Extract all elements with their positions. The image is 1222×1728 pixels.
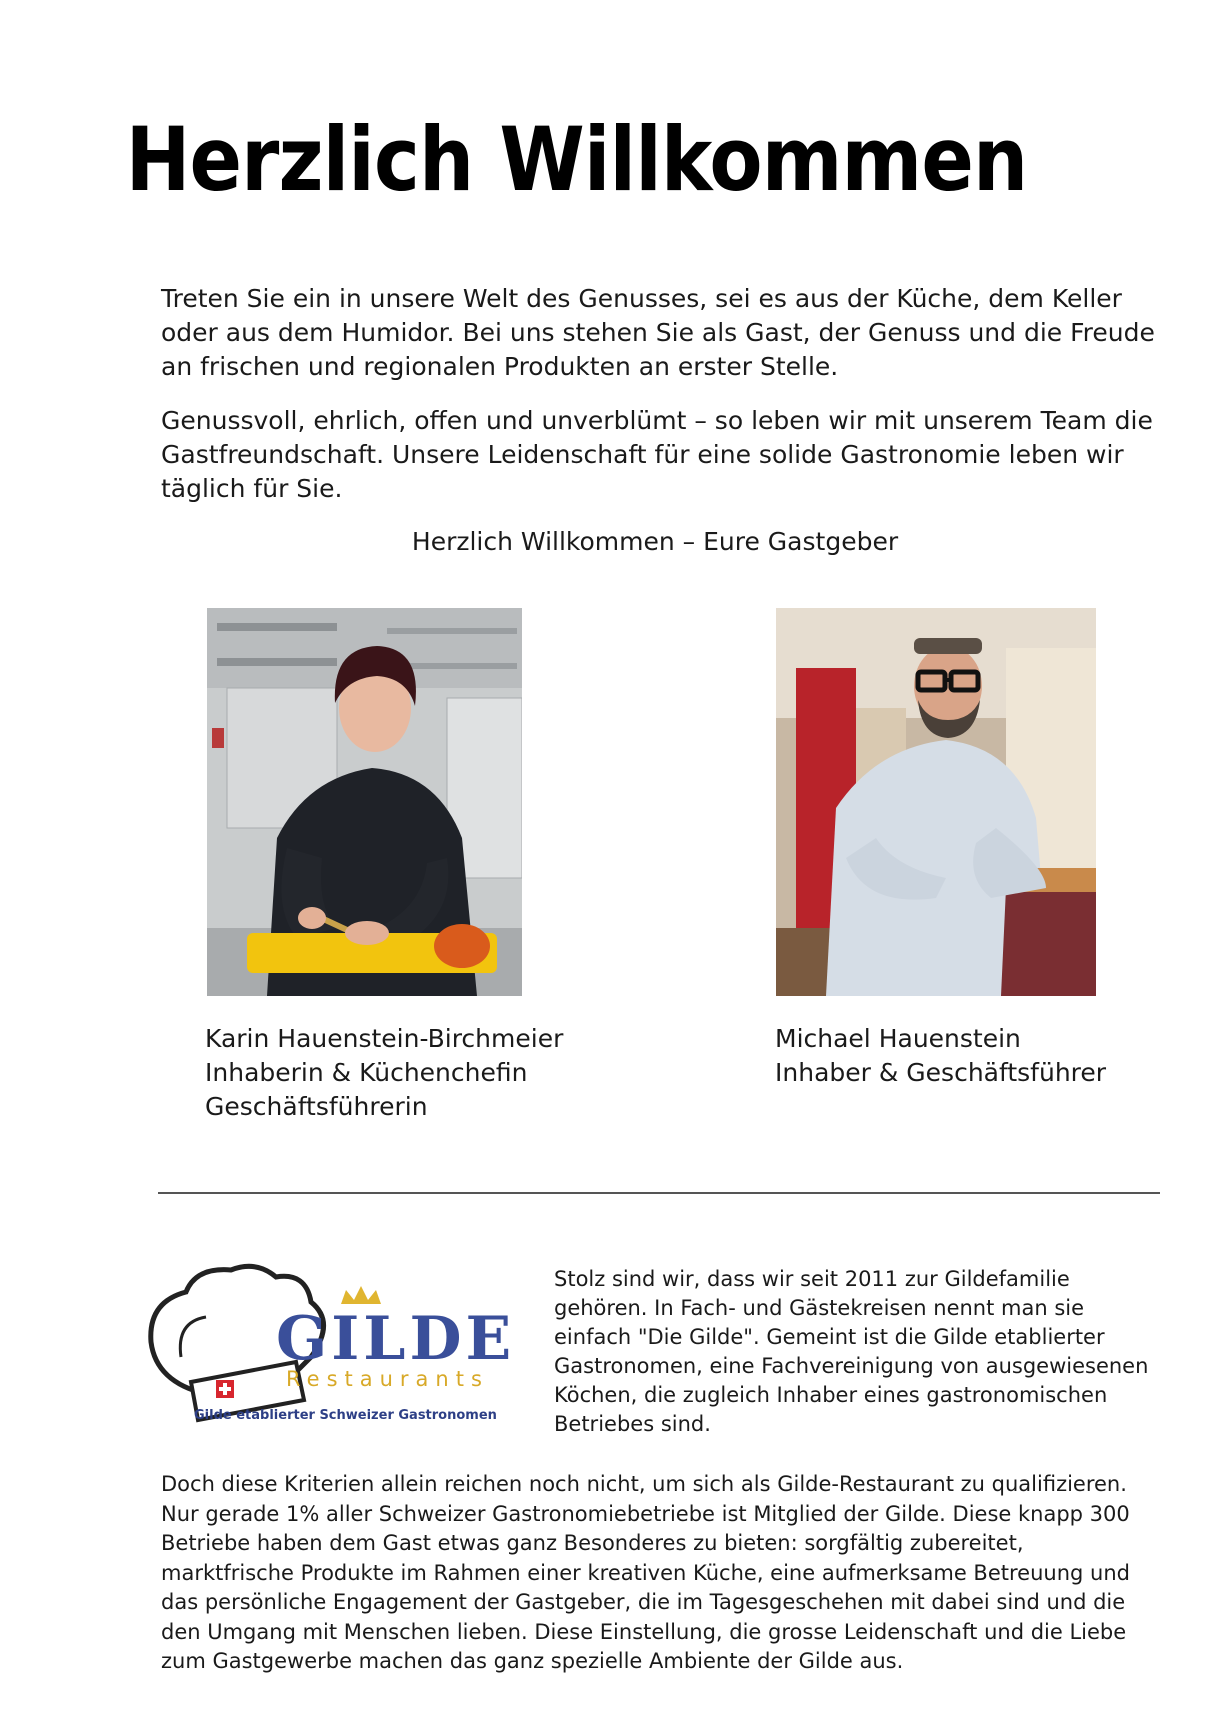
page-title: Herzlich Willkommen (125, 108, 1028, 211)
host-caption-michael (775, 1022, 1106, 1090)
gilde-body: Doch diese Kriterien allein reichen noch nicht, um sich als Gilde-Restaurant zu qualifizieren. Nur gerade 1% aller Schweizer Gastronomiebetriebe ist Mitglied der Gilde. Diese knapp 300 Betriebe haben dem Gast etwas ganz Besonderes zu bieten: sorgfältig zubereitet, marktfrische Produkte im Rahmen einer kreativen Küche, eine aufmerksame Betreuung und das persönliche Engagement der Gastgeber, die im Tagesgeschehen mit dabei sind und die den Umgang mit Menschen lieben. Diese Einstellung, die grosse Leidenschaft und die Liebe zum Gastgewerbe machen das ganz spezielle Ambiente der Gilde aus. (161, 1472, 1130, 1673)
hosts-greeting: Herzlich Willkommen – Eure Gastgeber (411, 527, 899, 556)
host-role: Inhaberin & Küchenchefin (205, 1058, 528, 1087)
host-caption-karin (205, 1022, 563, 1124)
photo-michael (776, 608, 1096, 996)
section-divider (158, 1192, 1160, 1194)
gilde-logo (136, 1262, 516, 1432)
photo-karin (207, 608, 522, 996)
host-role: Inhaber & Geschäftsführer (775, 1058, 1107, 1087)
gilde-logo-name: GILDE (276, 1304, 516, 1374)
gilde-logo-subtitle: Restaurants (286, 1367, 489, 1391)
gilde-intro: Stolz sind wir, dass wir seit 2011 zur Gildefamilie gehören. In Fach- und Gästekreisen nennt man sie einfach "Die Gilde". Gemeint ist die Gilde etablierter Gastronomen, eine Fachvereinigung von ausgewiesenen Köchen, die zugleich Inhaber eines gastronomischen Betriebes sind. (554, 1267, 1149, 1436)
intro-paragraph: Genussvoll, ehrlich, offen und unverblümt – so leben wir mit unserem Team die Gastfreundschaft. Unsere Leidenschaft für eine solide Gastronomie leben wir täglich für Sie. (161, 406, 1153, 503)
intro-paragraph: Treten Sie ein in unsere Welt des Genusses, sei es aus der Küche, dem Keller oder aus dem Humidor. Bei uns stehen Sie als Gast, der Genuss und die Freude an frischen und regionalen Produkten an erster Stelle. (161, 284, 1155, 381)
host-role: Geschäftsführerin (205, 1092, 428, 1121)
host-name: Karin Hauenstein-Birchmeier (205, 1024, 564, 1053)
intro-section (161, 282, 1161, 526)
host-name: Michael Hauenstein (775, 1024, 1021, 1053)
gilde-logo-tagline: Gilde etablierter Schweizer Gastronomen (194, 1408, 497, 1423)
